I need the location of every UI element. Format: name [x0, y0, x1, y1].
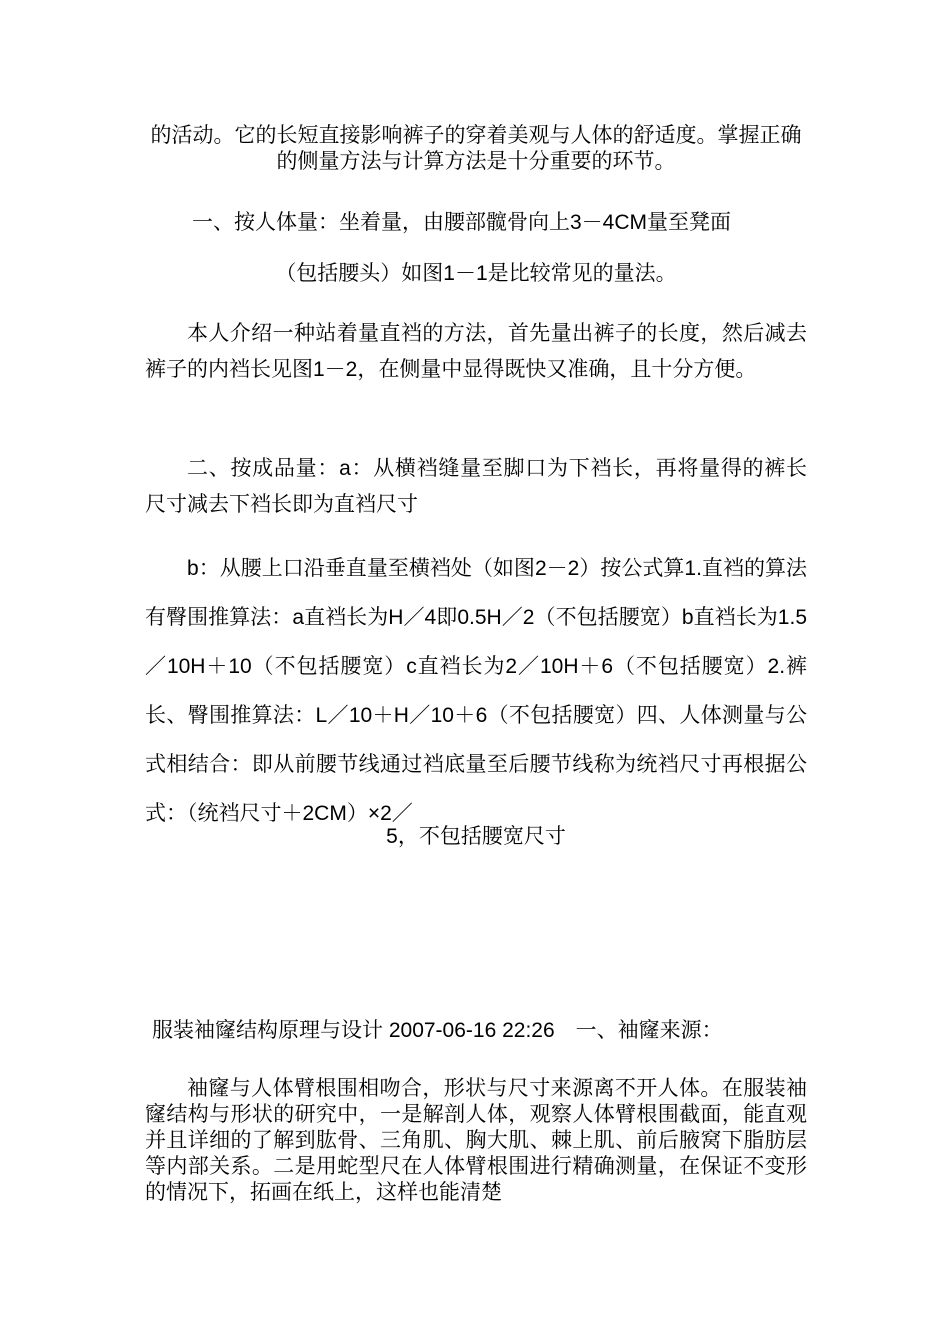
paragraph-intro: 的活动。它的长短直接影响裤子的穿着美观与人体的舒适度。掌握正确的侧量方法与计算方法是十分重要的环节。: [150, 123, 802, 173]
paragraph-standing-method: 本人介绍一种站着量直裆的方法，首先量出裤子的长度，然后减去裤子的内裆长见图1－2，在侧量中显得既快又准确，且十分方便。: [145, 322, 807, 381]
paragraph-method-1-detail: （包括腰头）如图1－1是比较常见的量法。: [275, 262, 677, 285]
paragraph-formulas: b：从腰上口沿垂直量至横裆处（如图2－2）按公式算1.直裆的算法有臀围推算法：a直裆长为H／4即0.5H／2（不包括腰宽）b直裆长为1.5／10H＋10（不包括腰宽）c直裆长为2／10H＋6（不包括腰宽）2.裤长、臀围推算法：L／10＋H／10＋6（不包括腰宽）四、人体测量与公式相结合：即从前腰节线通过裆底量至后腰节线称为统裆尺寸再根据公式：（统裆尺寸＋2CM）×2／: [145, 557, 807, 825]
paragraph-method-1-heading: 一、按人体量：坐着量，由腰部髋骨向上3－4CM量至凳面: [192, 211, 732, 234]
paragraph-armhole-source: 袖窿与人体臂根围相吻合，形状与尺寸来源离不开人体。在服装袖窿结构与形状的研究中，一是解剖人体，观察人体臂根围截面，能直观并且详细的了解到肱骨、三角肌、胸大肌、棘上肌、前后腋窝下脂肪层等内部关系。二是用蛇型尺在人体臂根围进行精确测量，在保证不变形的情况下，拓画在纸上，这样也能清楚: [145, 1076, 807, 1204]
paragraph-formulas-end: 5，不包括腰宽尺寸: [386, 825, 566, 848]
paragraph-method-2: 二、按成品量：a：从横裆缝量至脚口为下裆长，再将量得的裤长尺寸减去下裆长即为直裆尺寸: [145, 457, 807, 516]
article-title-line: 服装袖窿结构原理与设计 2007-06-16 22:26 一、袖窿来源：: [152, 1019, 723, 1042]
